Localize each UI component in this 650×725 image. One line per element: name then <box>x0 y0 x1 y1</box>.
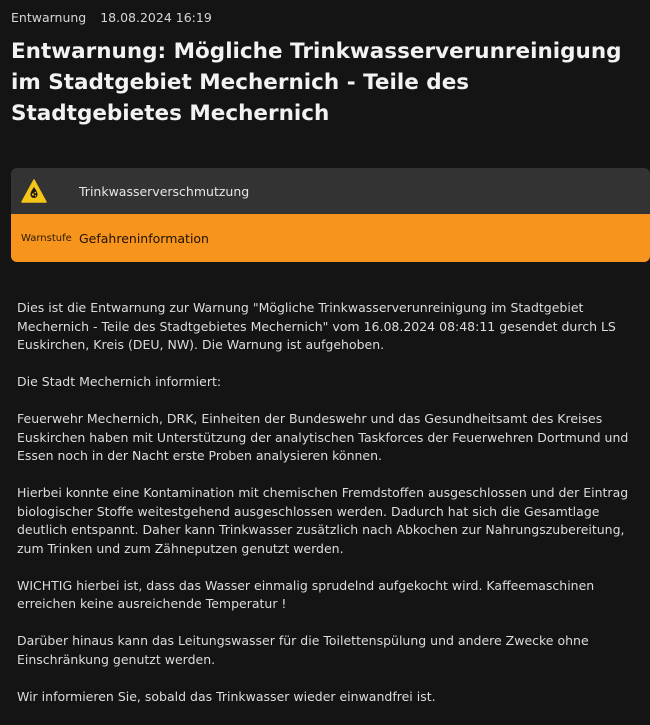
category-label: Trinkwasserverschmutzung <box>79 183 250 199</box>
warning-level-row <box>11 214 650 262</box>
body-paragraph: Hierbei konnte eine Kontamination mit chemischen Fremdstoffen ausgeschlossen und der Eintrag biologischer Stoffe weitestgehend ausgeschlossen werden. Dadurch hat sich die Gesamtlage deutlich entspannt. Daher kann Trinkwasser zusätzlich nach Abkochen zur Nahrungszubereitung, zum Trinken und zum Zähneputzen genutzt werden. <box>17 485 629 556</box>
message-body <box>17 299 642 725</box>
alert-datetime: 18.08.2024 16:19 <box>100 10 212 25</box>
body-paragraph: WICHTIG hierbei ist, dass das Wasser einmalig sprudelnd aufgekocht wird. Kaffeemaschinen erreichen keine ausreichende Temperatur ! <box>17 577 595 611</box>
warning-level-value: Gefahreninformation <box>79 230 209 246</box>
alert-type-label: Entwarnung <box>11 10 87 25</box>
water-contamination-warning-icon <box>21 179 47 203</box>
warning-level-label: Warnstufe <box>21 232 72 244</box>
warning-info-card <box>11 168 650 262</box>
meta-line <box>11 10 212 25</box>
body-paragraph: Die Stadt Mechernich informiert: <box>17 374 222 389</box>
page-title: Entwarnung: Mögliche Trinkwasserverunreinigung im Stadtgebiet Mechernich - Teile des Stadtgebietes Mechernich <box>11 39 622 126</box>
category-row <box>11 168 650 214</box>
body-paragraph: Dies ist die Entwarnung zur Warnung "Mögliche Trinkwasserverunreinigung im Stadtgebiet Mechernich - Teile des Stadtgebietes Mechernich" vom 16.08.2024 08:48:11 gesendet durch LS Euskirchen, Kreis (DEU, NW). Die Warnung ist aufgehoben. <box>17 300 616 352</box>
body-paragraph: Feuerwehr Mechernich, DRK, Einheiten der Bundeswehr und das Gesundheitsamt des Kreises Euskirchen haben mit Unterstützung der analytischen Taskforces der Feuerwehren Dortmund und Essen noch in der Nacht erste Proben analysieren können. <box>17 411 629 463</box>
body-paragraph: Darüber hinaus kann das Leitungswasser für die Toilettenspülung und andere Zwecke ohne Einschränkung genutzt werden. <box>17 633 589 667</box>
body-paragraph: Wir informieren Sie, sobald das Trinkwasser wieder einwandfrei ist. <box>17 688 436 704</box>
